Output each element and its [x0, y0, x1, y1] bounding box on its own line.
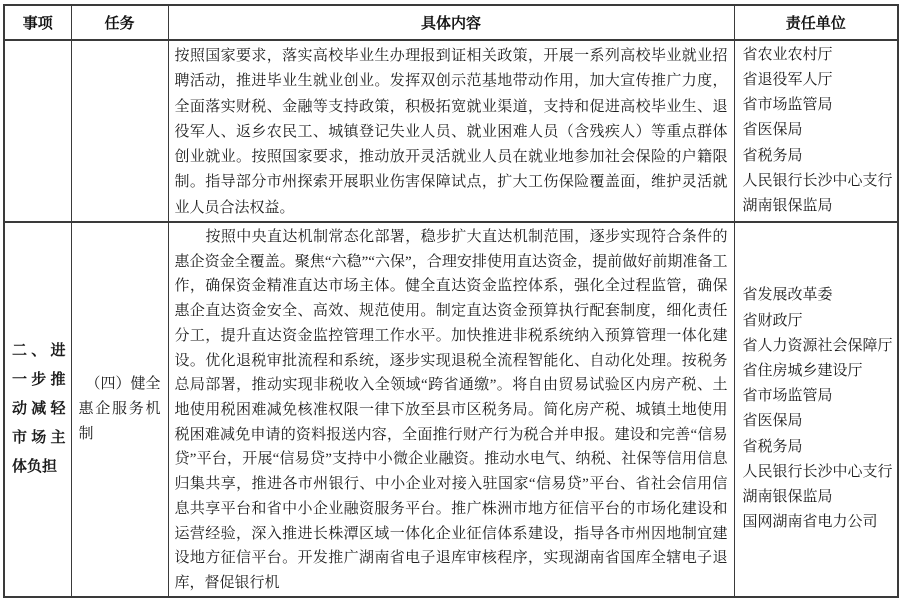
unit-item: 省财政厅 [742, 312, 803, 329]
unit-item: 人民银行长沙中心支行 [742, 172, 893, 189]
content-cell-row2 [168, 222, 734, 597]
header-content: 具体内容 [168, 5, 734, 40]
unit-item: 省医保局 [742, 413, 803, 430]
content-text-row2: 按照中央直达机制常态化部署，稳步扩大直达机制范围，逐步实现符合条件的惠企资金全覆盖。聚焦“六稳”“六保”，合理安排使用直达资金，提前做好前期准备工作，确保资金精准直达市场主体。健全直达资金监控体系，强化全过程监管，确保惠企直达资金安全、高效、规范使用。制定直达资金预算执行配套制度，细化责任分工，提升直达资金监控管理工作水平。加快推进非税系统纳入预算管理一体化建设。优化退税审批流程和系统，逐步实现退税全流程智能化、自动化处理。按税务总局部署，推动实现非税收入全领域“跨省通缴”。将自由贸易试验区内房产税、土地使用税困难减免核准权限一律下放至县市区税务局。简化房产税、城镇土地使用税困难减免申请的资料报送内容，全面推行财产行为税合并申报。建设和完善“信易贷”平台，开展“信易贷”支持中小微企业融资。推动水电气、纳税、社保等信用信息归集共享，推进各市州银行、中小企业对接入驻国家“信易贷”平台、省社会信用信息共享平台和省中小企业融资服务平台。推广株洲市地方征信平台的市场化建设和运营经验，深入推进长株潭区域一体化企业征信体系建设，指导各市州因地制宜建设地方征信平台。开发推广湖南省电子退库审核程序，实现湖南省国库全辖电子退库，督促银行机 [174, 229, 728, 591]
content-cell-row1 [168, 40, 734, 222]
table-row-1 [4, 40, 898, 222]
item-cell-row1 [4, 40, 71, 222]
units-cell-row1 [734, 40, 898, 222]
task-cell-row2 [71, 222, 168, 597]
units-list-row1 [735, 43, 898, 219]
unit-item: 省税务局 [742, 147, 803, 164]
table-row-2 [4, 222, 898, 597]
unit-item: 省市场监管局 [742, 388, 833, 405]
unit-item: 省税务局 [742, 438, 803, 455]
unit-item: 省退役军人厅 [742, 72, 833, 89]
header-row [4, 5, 898, 40]
unit-item: 省住房城乡建设厅 [742, 362, 863, 379]
content-text-row1: 按照国家要求，落实高校毕业生办理报到证相关政策，开展一系列高校毕业就业招聘活动，推进毕业生就业创业。发挥双创示范基地带动作用，加大宣传推广力度，全面落实财税、金融等支持政策，积极拓宽就业渠道，支持和促进高校毕业生、退役军人、返乡农民工、城镇登记失业人员、就业困难人员（含残疾人）等重点群体创业就业。按照国家要求，推动放开灵活就业人员在就业地参加社会保险的户籍限制。指导部分市州探索开展职业伤害保障试点，扩大工伤保险覆盖面，维护灵活就业人员合法权益。 [174, 48, 728, 216]
unit-item: 省农业农村厅 [742, 46, 833, 63]
header-task: 任务 [71, 5, 168, 40]
unit-item: 国网湖南省电力公司 [742, 514, 878, 531]
item-text-row2: 二、进一步推动减轻市场主体负担 [12, 342, 66, 475]
header-unit: 责任单位 [734, 5, 898, 40]
unit-item: 湖南银保监局 [742, 488, 833, 505]
unit-item: 省发展改革委 [742, 287, 833, 304]
unit-item: 省市场监管局 [742, 97, 833, 114]
task-cell-row1 [71, 40, 168, 222]
item-cell-row2 [4, 222, 71, 597]
header-item: 事项 [4, 5, 71, 40]
units-cell-row2 [734, 222, 898, 597]
task-assignment-table [3, 4, 899, 598]
unit-item: 湖南银保监局 [742, 198, 833, 215]
unit-item: 省医保局 [742, 122, 803, 139]
task-text-row2: （四）健全惠企服务机制 [78, 375, 161, 442]
unit-item: 人民银行长沙中心支行 [742, 463, 893, 480]
unit-item: 省人力资源社会保障厅 [742, 337, 893, 354]
units-list-row2 [735, 283, 898, 535]
